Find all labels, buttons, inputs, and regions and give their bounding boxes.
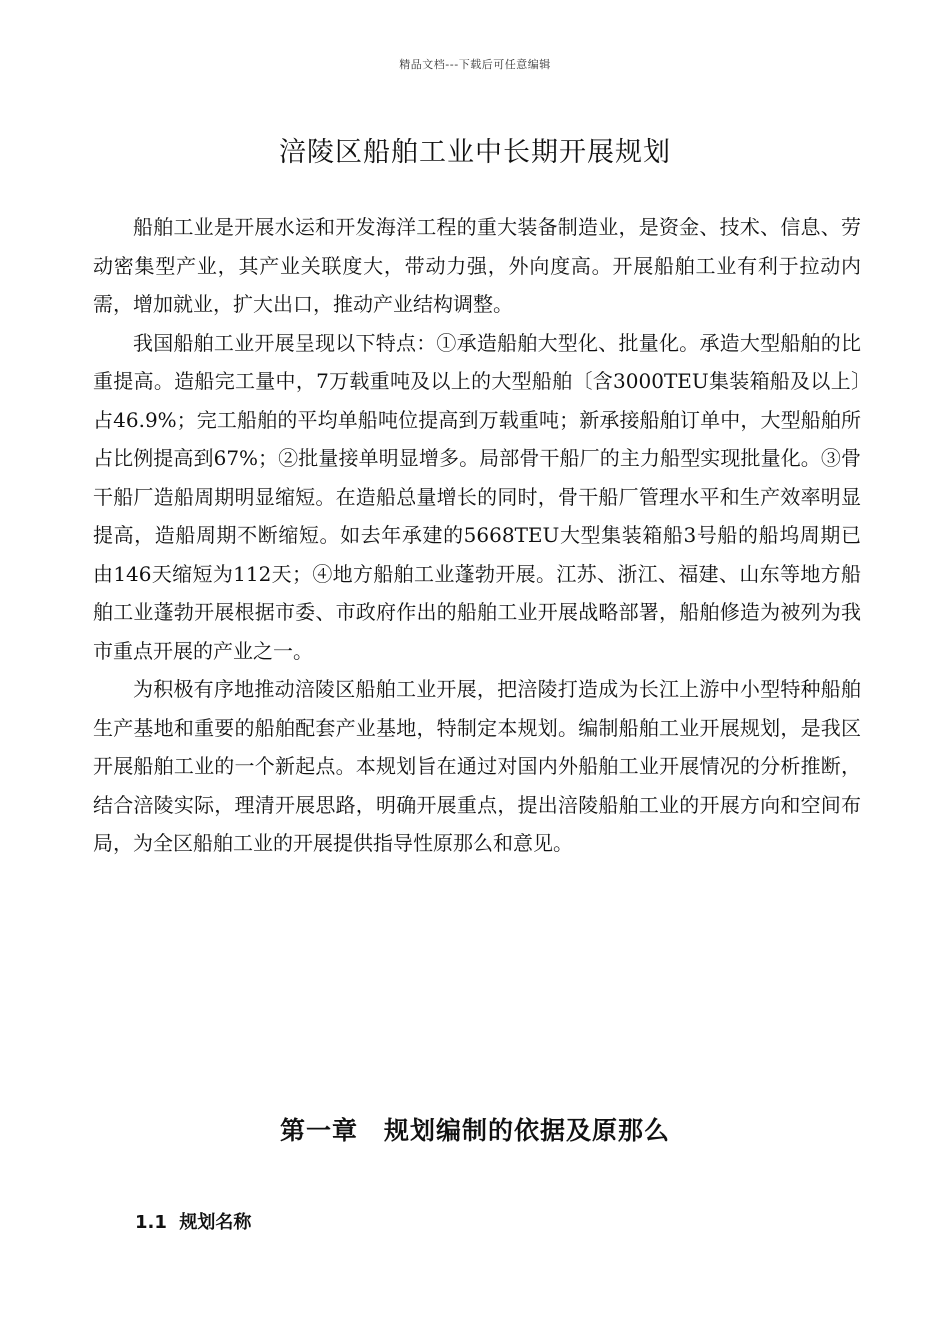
paragraph-features: 我国船舶工业开展呈现以下特点：①承造船舶大型化、批量化。承造大型船舶的比重提高。造船完工量中，7万载重吨及以上的大型船舶〔含3000TEU集装箱船及以上〕占46.9%；完工船舶的平均单船吨位提高到万载重吨；新承接船舶订单中，大型船舶所占比例提高到67%；②批量接单明显增多。局部骨干船厂的主力船型实现批量化。③骨干船厂造船周期明显缩短。在造船总量增长的同时，骨干船厂管理水平和生产效率明显提高，造船周期不断缩短。如去年承建的5668TEU大型集装箱船3号船的船坞周期已由146天缩短为112天；④地方船舶工业蓬勃开展。江苏、浙江、福建、山东等地方船舶工业蓬勃开展根据市委、市政府作出的船舶工业开展战略部署，船舶修造为被列为我市重点开展的产业之一。 [93, 330, 861, 663]
document-body [93, 208, 861, 863]
document-title: 涪陵区船舶工业中长期开展规划 [279, 137, 671, 168]
chapter-title: 第一章 规划编制的依据及原那么 [279, 1116, 670, 1145]
paragraph-intro: 船舶工业是开展水运和开发海洋工程的重大装备制造业，是资金、技术、信息、劳动密集型产业，其产业关联度大，带动力强，外向度高。开展船舶工业有利于拉动内需，增加就业，扩大出口，推动产业结构调整。 [93, 215, 861, 316]
paragraph-purpose: 为积极有序地推动涪陵区船舶工业开展，把涪陵打造成为长江上游中小型特种船舶生产基地和重要的船舶配套产业基地，特制定本规划。编制船舶工业开展规划，是我区开展船舶工业的一个新起点。本规划旨在通过对国内外船舶工业开展情况的分析推断，结合涪陵实际，理清开展思路，明确开展重点，提出涪陵船舶工业的开展方向和空间布局，为全区船舶工业的开展提供指导性原那么和意见。 [93, 677, 861, 855]
header-watermark: 精品文档---下载后可任意编辑 [399, 58, 551, 71]
section-heading: 1.1 规划名称 [135, 1212, 252, 1233]
